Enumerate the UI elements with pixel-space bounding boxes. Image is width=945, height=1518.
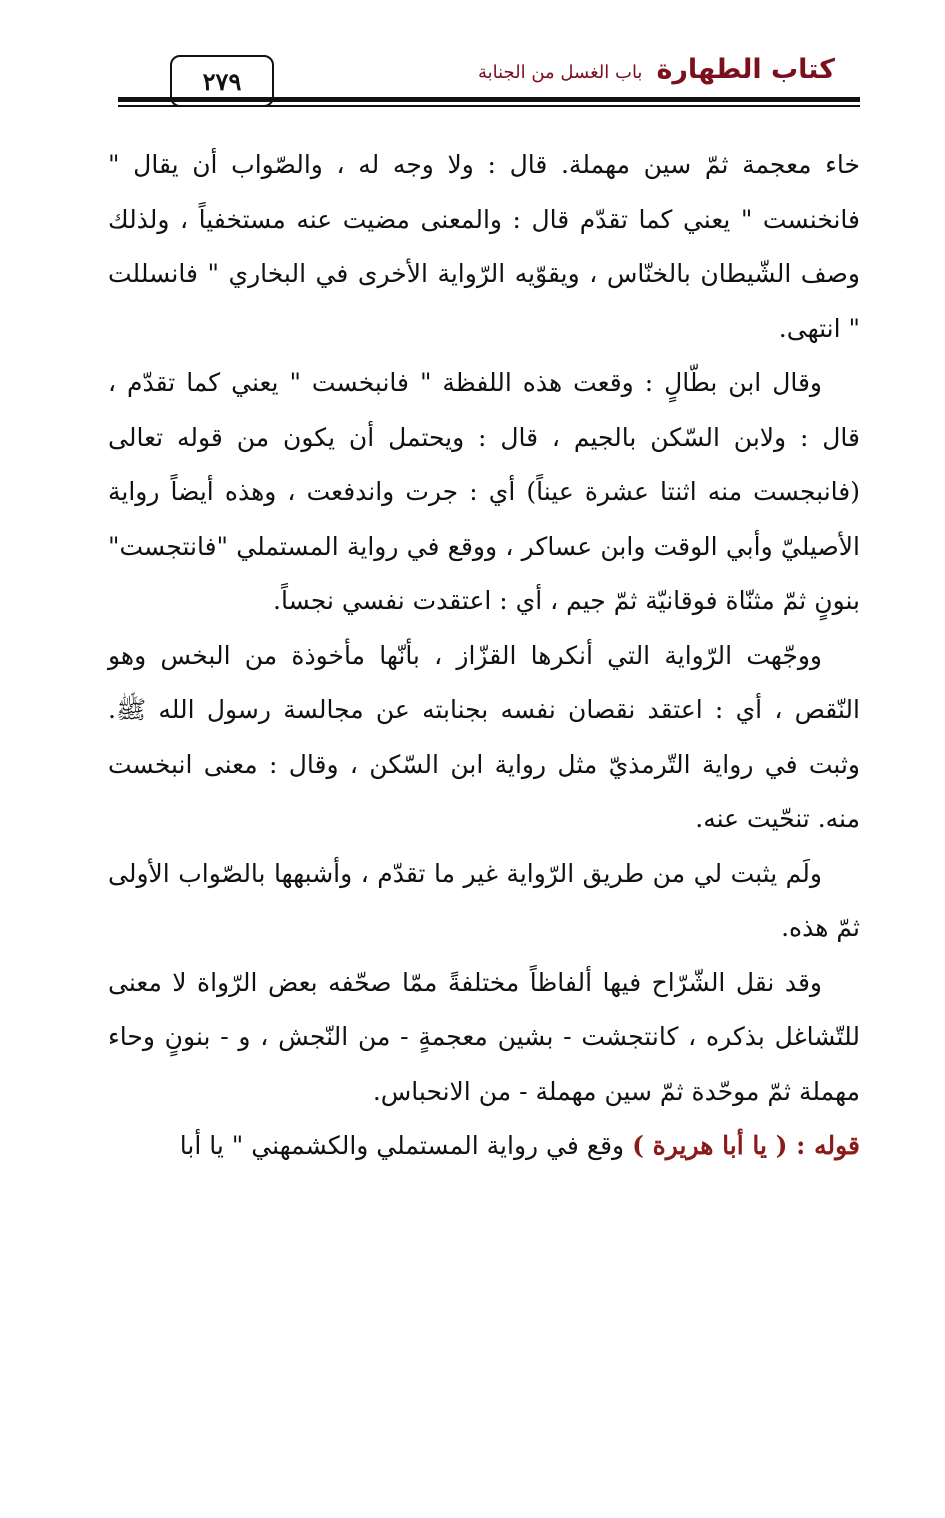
- page-body: [108, 138, 860, 1174]
- paragraph: خاء معجمة ثمّ سين مهملة. قال : ولا وجه له ، والصّواب أن يقال " فانخنست " يعني كما تقدّم قال : والمعنى مضيت عنه مستخفياً ، ولذلك وصف الشّيطان بالخنّاس ، ويقوّيه الرّواية الأخرى في البخاري " فانسللت " انتهى.: [108, 150, 860, 343]
- page-number: ٢٧٩: [170, 55, 274, 107]
- paragraph: ولَم يثبت لي من طريق الرّواية غير ما تقدّم ، وأشبهها بالصّواب الأولى ثمّ هذه.: [108, 858, 860, 942]
- paragraph: ووجّهت الرّواية التي أنكرها القزّاز ، بأنّها مأخوذة من البخس وهو النّقص ، أي : اعتقد نقصان نفسه بجنابته عن مجالسة رسول الله ﷺ. وثبت في رواية التّرمذيّ مثل رواية ابن السّكن ، وقال : معنى انبخست منه. تنحّيت عنه.: [108, 640, 860, 833]
- running-head: [478, 54, 835, 85]
- qawluhu-lead: قوله : ( يا أبا هريرة ): [632, 1131, 860, 1160]
- final-text: وقع في رواية المستملي والكشمهني " يا أبا: [179, 1131, 633, 1160]
- chapter-title: باب الغسل من الجنابة: [477, 62, 643, 83]
- header-rule-thick: [118, 97, 860, 102]
- book-title: كتاب الطهارة: [656, 54, 835, 85]
- paragraph: وقد نقل الشّرّاح فيها ألفاظاً مختلفةً ممّا صحّفه بعض الرّواة لا معنى للتّشاغل بذكره ، كانتجشت - بشين معجمةٍ - من النّجش ، و - بنونٍ وحاء مهملة ثمّ موحّدة ثمّ سين مهملة - من الانحباس.: [108, 967, 860, 1106]
- page-header: [0, 0, 945, 120]
- header-rule-thin: [118, 105, 860, 107]
- final-paragraph: [108, 1119, 860, 1174]
- paragraph: وقال ابن بطّالٍ : وقعت هذه اللفظة " فانبخست " يعني كما تقدّم ، قال : ولابن السّكن بالجيم ، قال : ويحتمل أن يكون من قوله تعالى (فانبجست منه اثنتا عشرة عيناً) أي : جرت واندفعت ، وهذه أيضاً رواية الأصيليّ وأبي الوقت وابن عساكر ، ووقع في رواية المستملي "فانتجست" بنونٍ ثمّ مثنّاة فوقانيّة ثمّ جيم ، أي : اعتقدت نفسي نجساً.: [108, 368, 860, 615]
